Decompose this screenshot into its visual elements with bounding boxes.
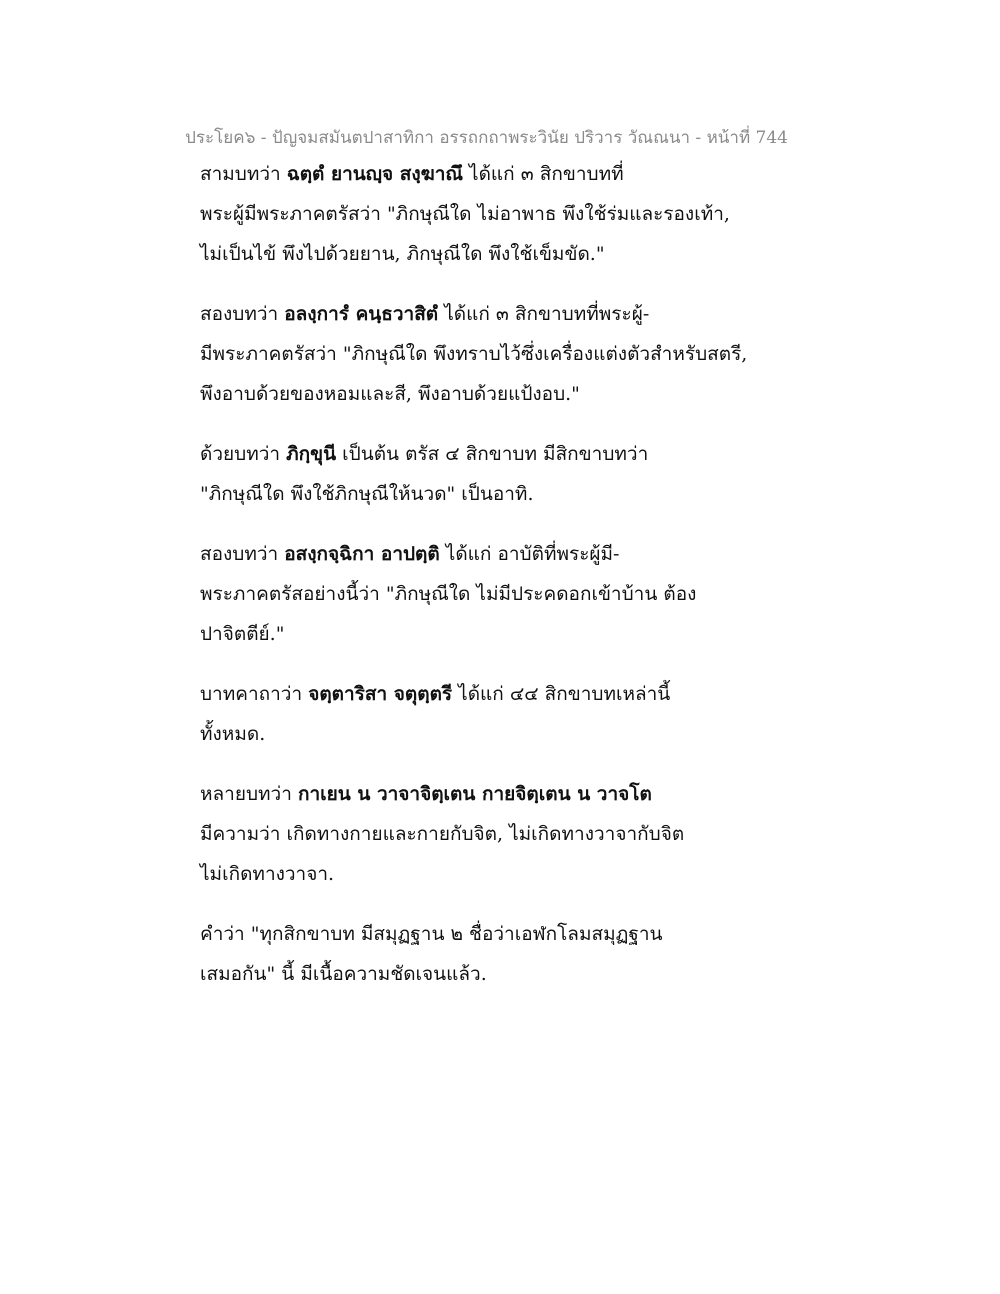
paragraph-line: พระผู้มีพระภาคตรัสว่า "ภิกษุณีใด ไม่อาพาธ พึงใช้ร่มและรองเท้า, xyxy=(200,203,730,225)
paragraph-line: มีพระภาคตรัสว่า "ภิกษุณีใด พึงทราบไว้ซึ่งเครื่องแต่งตัวสำหรับสตรี, xyxy=(200,343,748,365)
line-text: ได้แก่ ๓ สิกขาบทที่พระผู้- xyxy=(438,303,650,325)
paragraph-line: ปาจิตตีย์." xyxy=(200,623,285,645)
paragraph-5 xyxy=(146,674,766,754)
pali-term: กาเยน น วาจาจิตฺเตน กายจิตฺเตน น วาจโต xyxy=(297,783,652,805)
pali-term: อสงฺกจฺฉิกา อาปตฺติ xyxy=(284,543,440,565)
paragraph-line: "ภิกษุณีใด พึงใช้ภิกษุณีให้นวด" เป็นอาทิ. xyxy=(200,483,534,505)
lead-text: สองบทว่า xyxy=(200,543,285,565)
lead-text: หลายบทว่า xyxy=(200,783,298,805)
lead-text: ด้วยบทว่า xyxy=(200,443,287,465)
paragraph-line: เสมอกัน" นี้ มีเนื้อความชัดเจนแล้ว. xyxy=(200,963,487,985)
line-text: ได้แก่ อาบัติที่พระผู้มี- xyxy=(439,543,620,565)
page-header: ประโยค๖ - ปัญจมสมันตปาสาทิกา อรรถกถาพระวินัย ปริวาร วัณณนา - หน้าที่ 744 xyxy=(185,128,788,148)
paragraph-1 xyxy=(146,154,766,274)
paragraph-line xyxy=(200,163,624,185)
paragraph-7 xyxy=(146,914,766,994)
lead-text: คำว่า "ทุกสิกขาบท มีสมุฏฐาน ๒ ชื่อว่าเอฬกโลมสมุฏฐาน xyxy=(200,923,663,945)
pali-term: ภิกฺขุนี xyxy=(286,443,337,465)
paragraph-line xyxy=(200,303,649,325)
paragraph-2 xyxy=(146,294,766,414)
paragraph-line xyxy=(200,543,619,565)
pali-term: จตฺตาริสา จตุตฺตรี xyxy=(308,683,453,705)
paragraph-6 xyxy=(146,774,766,894)
line-text: ได้แก่ ๓ สิกขาบทที่ xyxy=(463,163,624,185)
paragraph-line: ทั้งหมด. xyxy=(200,723,266,745)
document-body xyxy=(146,154,766,1014)
line-text: ได้แก่ ๔๔ สิกขาบทเหล่านี้ xyxy=(452,683,671,705)
paragraph-line: พระภาคตรัสอย่างนี้ว่า "ภิกษุณีใด ไม่มีประคดอกเข้าบ้าน ต้อง xyxy=(200,583,697,605)
paragraph-line xyxy=(200,923,663,945)
lead-text: สองบทว่า xyxy=(200,303,285,325)
paragraph-line: ไม่เป็นไข้ พึงไปด้วยยาน, ภิกษุณีใด พึงใช้เข็มขัด." xyxy=(200,243,605,265)
pali-term: ฉตฺตํ ยานญฺจ สงฺฆาณึ xyxy=(286,163,463,185)
paragraph-3 xyxy=(146,434,766,514)
paragraph-line xyxy=(200,683,670,705)
lead-text: สามบทว่า xyxy=(200,163,287,185)
lead-text: บาทคาถาว่า xyxy=(200,683,309,705)
paragraph-4 xyxy=(146,534,766,654)
pali-term: อลงฺการํ คนฺธวาสิตํ xyxy=(284,303,439,325)
paragraph-line xyxy=(200,443,648,465)
paragraph-line: มีความว่า เกิดทางกายและกายกับจิต, ไม่เกิดทางวาจากับจิต xyxy=(200,823,685,845)
paragraph-line: ไม่เกิดทางวาจา. xyxy=(200,863,335,885)
paragraph-line xyxy=(200,783,652,805)
line-text: เป็นต้น ตรัส ๔ สิกขาบท มีสิกขาบทว่า xyxy=(336,443,649,465)
paragraph-line: พึงอาบด้วยของหอมและสี, พึงอาบด้วยแป้งอบ." xyxy=(200,383,580,405)
